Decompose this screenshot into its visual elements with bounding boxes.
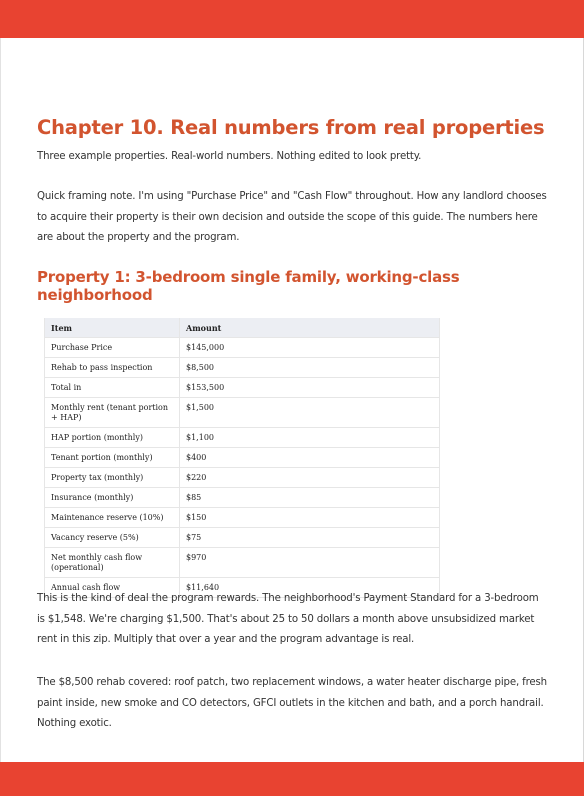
analysis-paragraph: This is the kind of deal the program rewards. The neighborhood's Payment Standard for a 3-bedroom is $1,548. We're charging $1,500. That's about 25 to 50 dollars a month above unsubsidized market rent in this zip. Multiply that over a year and the program advantage is real. xyxy=(37,593,539,645)
table-row xyxy=(45,548,440,578)
bottom-footer-bar xyxy=(0,762,584,796)
table-cell-amount: $1,500 xyxy=(180,398,440,428)
table-cell-amount: $153,500 xyxy=(180,378,440,398)
table-cell-item: Maintenance reserve (10%) xyxy=(45,508,180,528)
table-cell-amount: $11,640 xyxy=(180,578,440,598)
top-header-bar xyxy=(0,0,584,38)
chapter-title: Chapter 10. Real numbers from real properties xyxy=(37,116,545,139)
table-cell-amount: $1,100 xyxy=(180,428,440,448)
table-cell-item: Insurance (monthly) xyxy=(45,488,180,508)
table-header-item: Item xyxy=(45,318,180,338)
table-row xyxy=(45,398,440,428)
table-row xyxy=(45,488,440,508)
table-cell-amount: $400 xyxy=(180,448,440,468)
table-cell-item: Vacancy reserve (5%) xyxy=(45,528,180,548)
table-row xyxy=(45,448,440,468)
table-cell-amount: $220 xyxy=(180,468,440,488)
table-cell-item: Rehab to pass inspection xyxy=(45,358,180,378)
table-row xyxy=(45,468,440,488)
table-cell-amount: $145,000 xyxy=(180,338,440,358)
page-edge-left xyxy=(0,38,1,762)
table-cell-item: Monthly rent (tenant portion + HAP) xyxy=(45,398,180,428)
chapter-subtitle: Three example properties. Real-world numbers. Nothing edited to look pretty. xyxy=(37,151,422,162)
table-cell-amount: $85 xyxy=(180,488,440,508)
table-row xyxy=(45,338,440,358)
table-cell-amount: $75 xyxy=(180,528,440,548)
table-header-amount: Amount xyxy=(180,318,440,338)
table-header-row xyxy=(45,318,440,338)
table-cell-item: Total in xyxy=(45,378,180,398)
table-cell-amount: $150 xyxy=(180,508,440,528)
table-cell-item: Tenant portion (monthly) xyxy=(45,448,180,468)
table-cell-amount: $8,500 xyxy=(180,358,440,378)
table-cell-amount: $970 xyxy=(180,548,440,578)
property-table xyxy=(44,318,440,598)
table-row xyxy=(45,508,440,528)
rehab-paragraph: The $8,500 rehab covered: roof patch, two replacement windows, a water heater discharge pipe, fresh paint inside, new smoke and CO detectors, GFCI outlets in the kitchen and bath, and a porch handrail. Nothing exotic. xyxy=(37,677,547,729)
table-cell-item: Purchase Price xyxy=(45,338,180,358)
table-cell-item: Annual cash flow xyxy=(45,578,180,598)
table-row xyxy=(45,428,440,448)
table-cell-item: HAP portion (monthly) xyxy=(45,428,180,448)
table-row xyxy=(45,378,440,398)
table-row xyxy=(45,528,440,548)
property-heading: Property 1: 3-bedroom single family, working-class neighborhood xyxy=(37,268,460,304)
table-row xyxy=(45,358,440,378)
framing-note: Quick framing note. I'm using "Purchase Price" and "Cash Flow" throughout. How any landlord chooses to acquire their property is their own decision and outside the scope of this guide. The numbers here are about the property and the program. xyxy=(37,191,547,243)
table-cell-item: Property tax (monthly) xyxy=(45,468,180,488)
table-cell-item: Net monthly cash flow (operational) xyxy=(45,548,180,578)
